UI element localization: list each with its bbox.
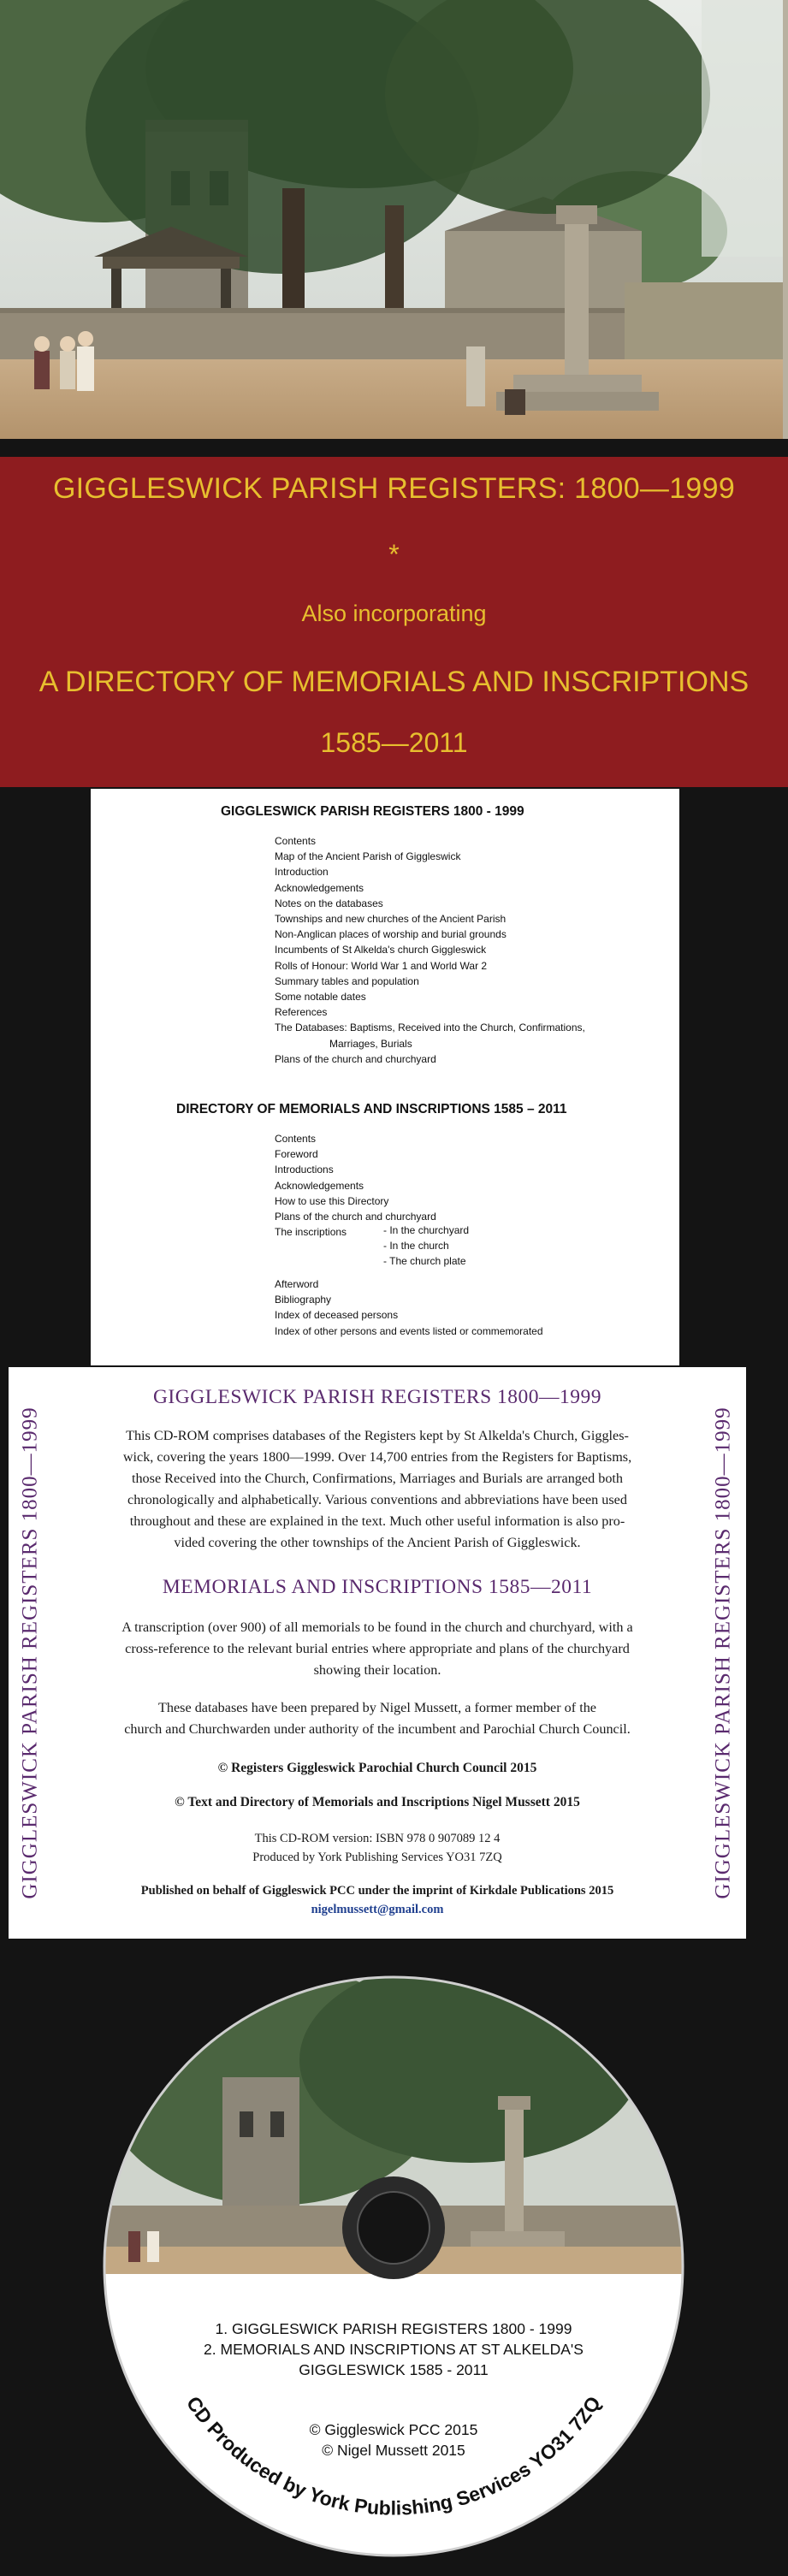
memorials-contents-heading: DIRECTORY OF MEMORIALS AND INSCRIPTIONS 1585 – 2011: [176, 1102, 567, 1116]
list-item: Index of other persons and events listed or commemorated: [275, 1324, 543, 1337]
list-item: Notes on the databases: [275, 897, 383, 909]
church-photo-illustration: [0, 0, 788, 439]
text-line: church and Churchwarden under authority of the incumbent and Parochial Church Council.: [124, 1721, 631, 1737]
list-item: Foreword: [275, 1148, 318, 1161]
text-line: cross-reference to the relevant burial entries where appropriate and plans of the churchyard: [125, 1641, 630, 1656]
list-item: Incumbents of St Alkelda's church Giggleswick: [275, 944, 487, 956]
list-item: Summary tables and population: [275, 974, 419, 987]
list-item: Townships and new churches of the Ancient Parish: [275, 913, 507, 926]
cover-title-panel: [0, 457, 788, 787]
cd-line-1: 1. GIGGLESWICK PARISH REGISTERS 1800 - 1999: [215, 2320, 572, 2337]
inscription-sub-plate: - The church plate: [383, 1255, 466, 1267]
list-item: The Databases: Baptisms, Received into the Church, Confirmations,: [275, 1022, 585, 1034]
registers-contents-list: [275, 833, 585, 1067]
list-item: Contents: [275, 1133, 317, 1145]
spine-left-text: GIGGLESWICK PARISH REGISTERS 1800—1999: [19, 1406, 42, 1899]
list-item: References: [275, 1006, 328, 1019]
spine-right: [707, 1376, 741, 1930]
producer-line: Produced by York Publishing Services YO31 7ZQ: [252, 1851, 502, 1864]
inscription-sub-churchyard: - In the churchyard: [383, 1224, 470, 1236]
cd-arc-textpath: CD Produced by York Publishing Services YO31 7ZQ: [181, 2392, 606, 2520]
memorials-contents-list-after: [275, 1276, 543, 1339]
text-line: those Received into the Church, Confirmations, Marriages and Burials are arranged both: [131, 1471, 624, 1486]
cd-copyright-author: © Nigel Mussett 2015: [322, 2442, 465, 2459]
text-line: throughout and these are explained in the text. Much other useful information is also pro-: [129, 1513, 625, 1529]
text-line: A transcription (over 900) of all memorials to be found in the church and churchyard, with a: [121, 1620, 633, 1635]
list-item: Introductions: [275, 1164, 334, 1176]
insert-heading-memorials: MEMORIALS AND INSCRIPTIONS 1585—2011: [162, 1576, 593, 1598]
text-line: chronologically and alphabetically. Various conventions and abbreviations have been used: [127, 1492, 627, 1507]
cd-line-3: GIGGLESWICK 1585 - 2011: [299, 2361, 489, 2378]
text-line: These databases have been prepared by Nigel Mussett, a former member of the: [158, 1700, 596, 1715]
insert-paragraph-prepared-by: [68, 1697, 686, 1740]
list-item: Afterword: [275, 1278, 319, 1290]
list-item: Index of deceased persons: [275, 1309, 399, 1322]
list-item: Marriages, Burials: [329, 1037, 412, 1050]
list-item: Contents: [275, 835, 317, 847]
cd-line-2: 2. MEMORIALS AND INSCRIPTIONS AT ST ALKELDA'S: [204, 2341, 584, 2358]
cd-disc-graphic: [103, 1975, 684, 2558]
contents-sheet: [91, 789, 679, 1365]
cover-subtitle: A DIRECTORY OF MEMORIALS AND INSCRIPTIONS: [39, 666, 749, 698]
list-item: Non-Anglican places of worship and burial grounds: [275, 928, 507, 941]
contact-email[interactable]: nigelmussett@gmail.com: [311, 1903, 444, 1916]
list-item: Rolls of Honour: World War 1 and World War 2: [275, 959, 488, 972]
spine-left: [14, 1376, 48, 1930]
list-item: Plans of the church and churchyard: [275, 1211, 436, 1223]
cd-center-hole: [358, 2192, 430, 2264]
cover-also-incorporating: Also incorporating: [301, 601, 487, 626]
list-item: Acknowledgements: [275, 1179, 364, 1192]
cover-years: 1585—2011: [320, 727, 468, 758]
church-photo: [0, 0, 788, 439]
text-line: showing their location.: [313, 1662, 441, 1678]
list-item: Map of the Ancient Parish of Giggleswick: [275, 850, 461, 863]
isbn-line: This CD-ROM version: ISBN 978 0 907089 12 4: [254, 1832, 501, 1845]
list-item: Plans of the church and churchyard: [275, 1052, 436, 1065]
back-insert-card: [9, 1367, 746, 1939]
spine-right-text: GIGGLESWICK PARISH REGISTERS 1800—1999: [712, 1406, 735, 1899]
list-item: Some notable dates: [275, 991, 366, 1004]
cd-copyright-pcc: © Giggleswick PCC 2015: [309, 2421, 478, 2438]
list-item: Bibliography: [275, 1294, 332, 1306]
publisher-line: Published on behalf of Giggleswick PCC under the imprint of Kirkdale Publications 2015: [140, 1884, 614, 1898]
copyright-registers: © Registers Giggleswick Parochial Church Council 2015: [217, 1761, 537, 1775]
copyright-text: © Text and Directory of Memorials and Inscriptions Nigel Mussett 2015: [175, 1795, 580, 1809]
cover-title: GIGGLESWICK PARISH REGISTERS: 1800—1999: [52, 472, 736, 505]
cd-disc: [103, 1975, 684, 2558]
insert-heading-registers: GIGGLESWICK PARISH REGISTERS 1800—1999: [152, 1386, 602, 1408]
list-item: Introduction: [275, 866, 329, 879]
cover-separator: *: [388, 539, 400, 570]
list-item: The inscriptions: [275, 1226, 347, 1239]
insert-paragraph-registers: [68, 1425, 686, 1554]
text-line: This CD-ROM comprises databases of the Registers kept by St Alkelda's Church, Giggles-: [126, 1428, 629, 1443]
registers-contents-heading: GIGGLESWICK PARISH REGISTERS 1800 - 1999: [221, 804, 524, 819]
insert-paragraph-memorials: [68, 1617, 686, 1681]
list-item: How to use this Directory: [275, 1194, 389, 1207]
text-line: vided covering the other townships of the Ancient Parish of Giggleswick.: [174, 1535, 581, 1550]
text-line: wick, covering the years 1800—1999. Over 14,700 entries from the Registers for Baptisms,: [122, 1449, 632, 1465]
list-item: Acknowledgements: [275, 881, 364, 894]
inscription-sub-church: - In the church: [383, 1240, 449, 1252]
